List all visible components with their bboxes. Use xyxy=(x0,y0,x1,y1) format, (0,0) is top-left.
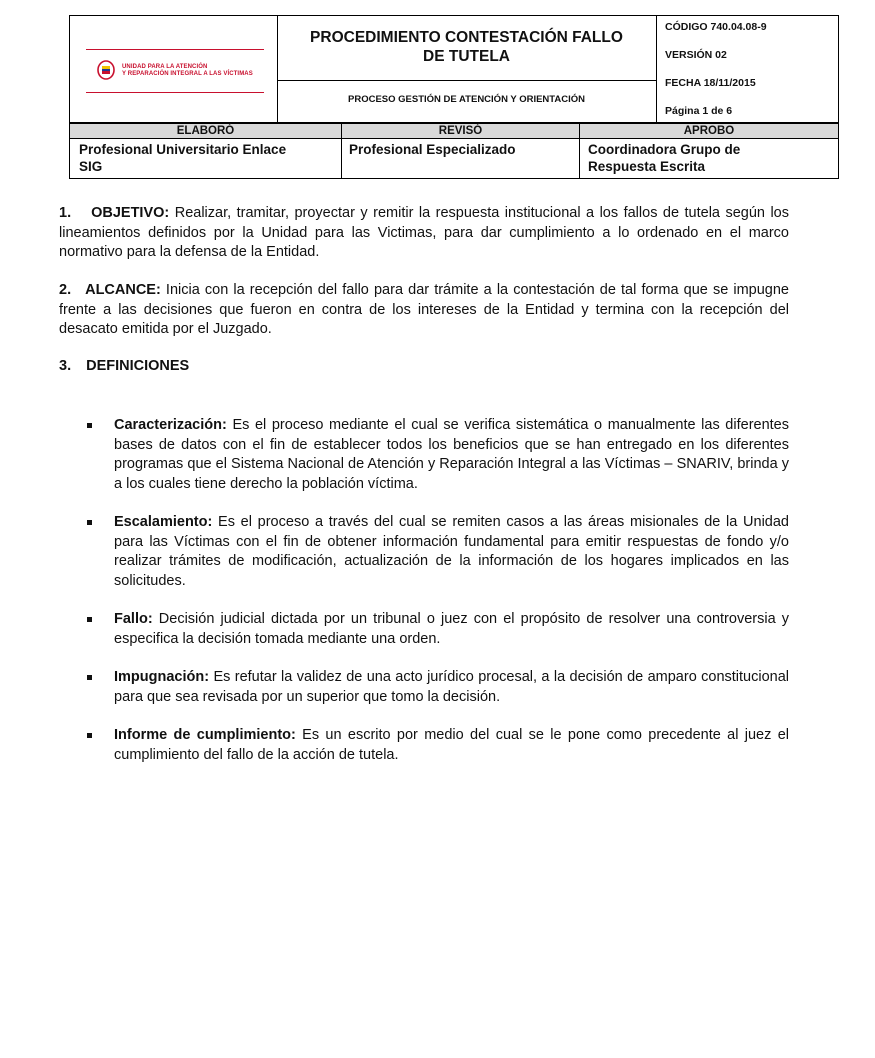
definition-text: Decisión judicial dictada por un tribunal o juez con el propósito de resolver una controversia y especifica la decisión tomada mediante una orden. xyxy=(114,611,789,647)
aprobo-value xyxy=(588,141,740,175)
codigo-label: CÓDIGO 740.04.08-9 xyxy=(665,21,767,33)
definition-item xyxy=(114,610,789,649)
objetivo-text: Realizar, tramitar, proyectar y remitir la respuesta institucional a los fallos de tutela según los lineamientos definidos por la Unidad para las Victimas, para dar cumplimiento a lo ordenado en el marco normativo para la defensa de la Entidad. xyxy=(59,205,789,260)
logo-text-line2: Y REPARACIÓN INTEGRAL A LAS VÍCTIMAS xyxy=(122,71,253,77)
document-title xyxy=(277,28,656,66)
header-reviso: REVISÓ xyxy=(438,125,483,137)
definition-text: Es el proceso a través del cual se remiten casos a las áreas misionales de la Unidad para las Víctimas con el fin de obtener información fundamental para emitir respuestas de fondo y/o realizar trámites de modificación, actualización de la información de los hogares implicados en las solicitudes. xyxy=(114,514,789,589)
document-header xyxy=(69,15,839,123)
coat-of-arms-icon xyxy=(97,60,115,80)
metadata-cell xyxy=(657,16,838,122)
logo-cell xyxy=(70,16,278,122)
process-name: PROCESO GESTIÓN DE ATENCIÓN Y ORIENTACIÓN xyxy=(348,94,585,105)
definition-term: Impugnación: xyxy=(114,669,210,685)
objetivo-paragraph xyxy=(59,204,789,263)
aprobo-line1: Coordinadora Grupo de xyxy=(588,142,741,157)
pagina-label: Página 1 de 6 xyxy=(665,105,733,117)
elaboro-line1: Profesional Universitario Enlace xyxy=(79,142,287,157)
unidad-victimas-logo xyxy=(86,49,264,93)
definition-item xyxy=(114,513,789,591)
logo-bottom-rule xyxy=(86,92,264,93)
definition-item xyxy=(114,416,789,494)
definition-term: Fallo: xyxy=(114,611,153,627)
fecha-label: FECHA 18/11/2015 xyxy=(665,77,756,89)
alcance-paragraph xyxy=(59,281,789,340)
objetivo-number: 1. xyxy=(59,205,72,221)
aprobo-line2: Respuesta Escrita xyxy=(588,159,706,174)
definition-text: Es refutar la validez de una acto jurídico procesal, a la decisión de amparo constitucional para que sea revisada por un superior que tomo la decisión. xyxy=(114,669,789,705)
definiciones-label: DEFINICIONES xyxy=(86,358,190,374)
definition-term: Escalamiento: xyxy=(114,514,213,530)
definition-term: Informe de cumplimiento: xyxy=(114,727,296,743)
header-elaboro: ELABORÓ xyxy=(176,125,235,137)
definition-item xyxy=(114,726,789,765)
title-line2: DE TUTELA xyxy=(423,48,510,65)
definiciones-heading xyxy=(59,358,189,374)
logo-text-line1: UNIDAD PARA LA ATENCIÓN xyxy=(122,64,208,70)
logo-top-rule xyxy=(86,49,264,50)
reviso-value: Profesional Especializado xyxy=(349,142,516,157)
process-cell xyxy=(277,81,657,122)
title-line1: PROCEDIMIENTO CONTESTACIÓN FALLO xyxy=(310,29,623,46)
title-cell xyxy=(277,16,657,81)
header-aprobo: APROBO xyxy=(683,125,735,137)
definition-text: Es el proceso mediante el cual se verifica sistemática o manualmente las diferentes bases de datos con el fin de establecer todos los beneficios que se han entregado en los diferentes programas que el Sistema Nacional de Atención y Reparación Integral a las Víctimas – SNARIV, brinda y a los cuales tiene derecho la población víctima. xyxy=(114,417,789,492)
definition-text: Es un escrito por medio del cual se le pone como precedente al juez el cumplimiento del fallo de la acción de tutela. xyxy=(114,727,789,763)
version-label: VERSIÓN 02 xyxy=(665,49,727,61)
objetivo-label: OBJETIVO: xyxy=(91,205,170,221)
definition-term: Caracterización: xyxy=(114,417,227,433)
elaboro-line2: SIG xyxy=(79,159,103,174)
elaboro-value xyxy=(79,141,286,175)
definition-item xyxy=(114,668,789,707)
definiciones-number: 3. xyxy=(59,358,72,374)
alcance-number: 2. xyxy=(59,282,72,298)
alcance-text: Inicia con la recepción del fallo para dar trámite a la contestación de tal forma que se impugne frente a las decisiones que fueron en contra de los intereses de la Entidad y termina con la recepción del desacato emitida por el Juzgado. xyxy=(59,282,789,337)
alcance-label: ALCANCE: xyxy=(85,282,161,298)
approval-table xyxy=(69,123,839,179)
